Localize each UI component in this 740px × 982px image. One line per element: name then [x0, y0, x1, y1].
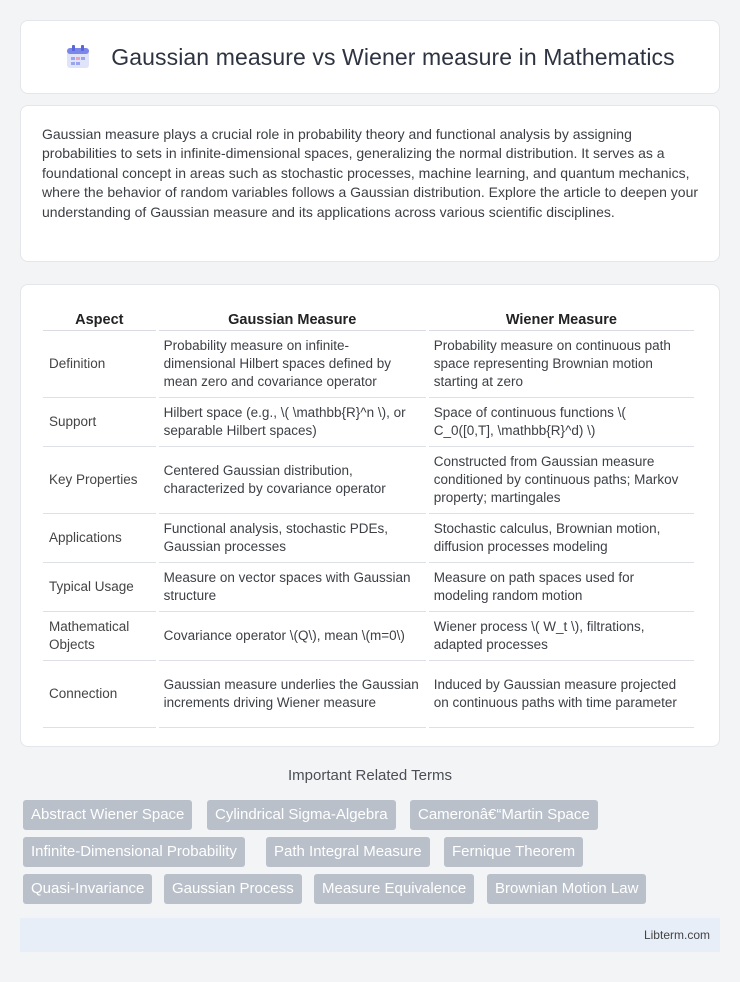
table-row — [43, 661, 694, 728]
table-row — [43, 514, 694, 563]
table-row — [43, 331, 694, 398]
row-aspect: Connection — [43, 661, 156, 728]
row-wiener: Constructed from Gaussian measure conditioned by continuous paths; Markov property; martingales — [429, 447, 694, 514]
header-aspect: Aspect — [43, 305, 156, 331]
page-title: Gaussian measure vs Wiener measure in Mathematics — [111, 43, 675, 70]
table-row — [43, 447, 694, 514]
row-wiener: Wiener process \( W_t \), filtrations, adapted processes — [429, 612, 694, 661]
footer-link[interactable]: Libterm.com — [643, 928, 710, 942]
related-term-tag[interactable]: Infinite-Dimensional Probability — [23, 837, 245, 867]
row-gaussian: Probability measure on infinite-dimensional Hilbert spaces defined by mean zero and covariance operator — [159, 331, 426, 398]
intro-card — [20, 105, 720, 262]
table-header-row — [43, 305, 694, 331]
row-gaussian: Covariance operator \(Q\), mean \(m=0\) — [159, 612, 426, 661]
row-gaussian: Functional analysis, stochastic PDEs, Gaussian processes — [159, 514, 426, 563]
row-wiener: Probability measure on continuous path space representing Brownian motion starting at zero — [429, 331, 694, 398]
row-gaussian: Measure on vector spaces with Gaussian structure — [159, 563, 426, 612]
row-gaussian: Gaussian measure underlies the Gaussian increments driving Wiener measure — [159, 661, 426, 728]
row-aspect: Key Properties — [43, 447, 156, 514]
row-wiener: Space of continuous functions \( C_0([0,T], \mathbb{R}^d) \) — [429, 398, 694, 447]
row-aspect: Support — [43, 398, 156, 447]
comparison-table — [40, 305, 697, 728]
related-term-tag[interactable]: Cameronâ€“Martin Space — [410, 800, 598, 830]
intro-text: Gaussian measure plays a crucial role in probability theory and functional analysis by assigning probabilities to sets in infinite-dimensional spaces, generalizing the normal distribution. It serves as a foundational concept in areas such as stochastic processes, machine learning, and quantum mechanics, where the behavior of random variables follows a Gaussian distribution. Explore the article to deepen your understanding of Gaussian measure and its applications across various scientific disciplines. — [42, 126, 699, 220]
row-wiener: Stochastic calculus, Brownian motion, diffusion processes modeling — [429, 514, 694, 563]
row-wiener: Induced by Gaussian measure projected on continuous paths with time parameter — [429, 661, 694, 728]
related-terms-title: Important Related Terms — [288, 767, 452, 784]
row-aspect: Definition — [43, 331, 156, 398]
related-term-tag[interactable]: Brownian Motion Law — [487, 874, 646, 904]
header-wiener: Wiener Measure — [429, 305, 694, 331]
related-term-tag[interactable]: Quasi-Invariance — [23, 874, 152, 904]
table-row — [43, 398, 694, 447]
comparison-card — [20, 284, 720, 747]
related-term-tag[interactable]: Measure Equivalence — [314, 874, 474, 904]
row-gaussian: Centered Gaussian distribution, characterized by covariance operator — [159, 447, 426, 514]
row-wiener: Measure on path spaces used for modeling random motion — [429, 563, 694, 612]
footer — [20, 918, 720, 952]
related-term-tag[interactable]: Abstract Wiener Space — [23, 800, 192, 830]
related-term-tag[interactable]: Path Integral Measure — [266, 837, 430, 867]
related-term-tag[interactable]: Fernique Theorem — [444, 837, 583, 867]
row-aspect: Mathematical Objects — [43, 612, 156, 661]
header-card — [20, 20, 720, 94]
row-aspect: Applications — [43, 514, 156, 563]
row-gaussian: Hilbert space (e.g., \( \mathbb{R}^n \), or separable Hilbert spaces) — [159, 398, 426, 447]
table-row — [43, 563, 694, 612]
table-row — [43, 612, 694, 661]
related-term-tag[interactable]: Cylindrical Sigma-Algebra — [207, 800, 396, 830]
related-term-tag[interactable]: Gaussian Process — [164, 874, 302, 904]
row-aspect: Typical Usage — [43, 563, 156, 612]
calendar-icon — [65, 44, 91, 70]
header-gaussian: Gaussian Measure — [159, 305, 426, 331]
